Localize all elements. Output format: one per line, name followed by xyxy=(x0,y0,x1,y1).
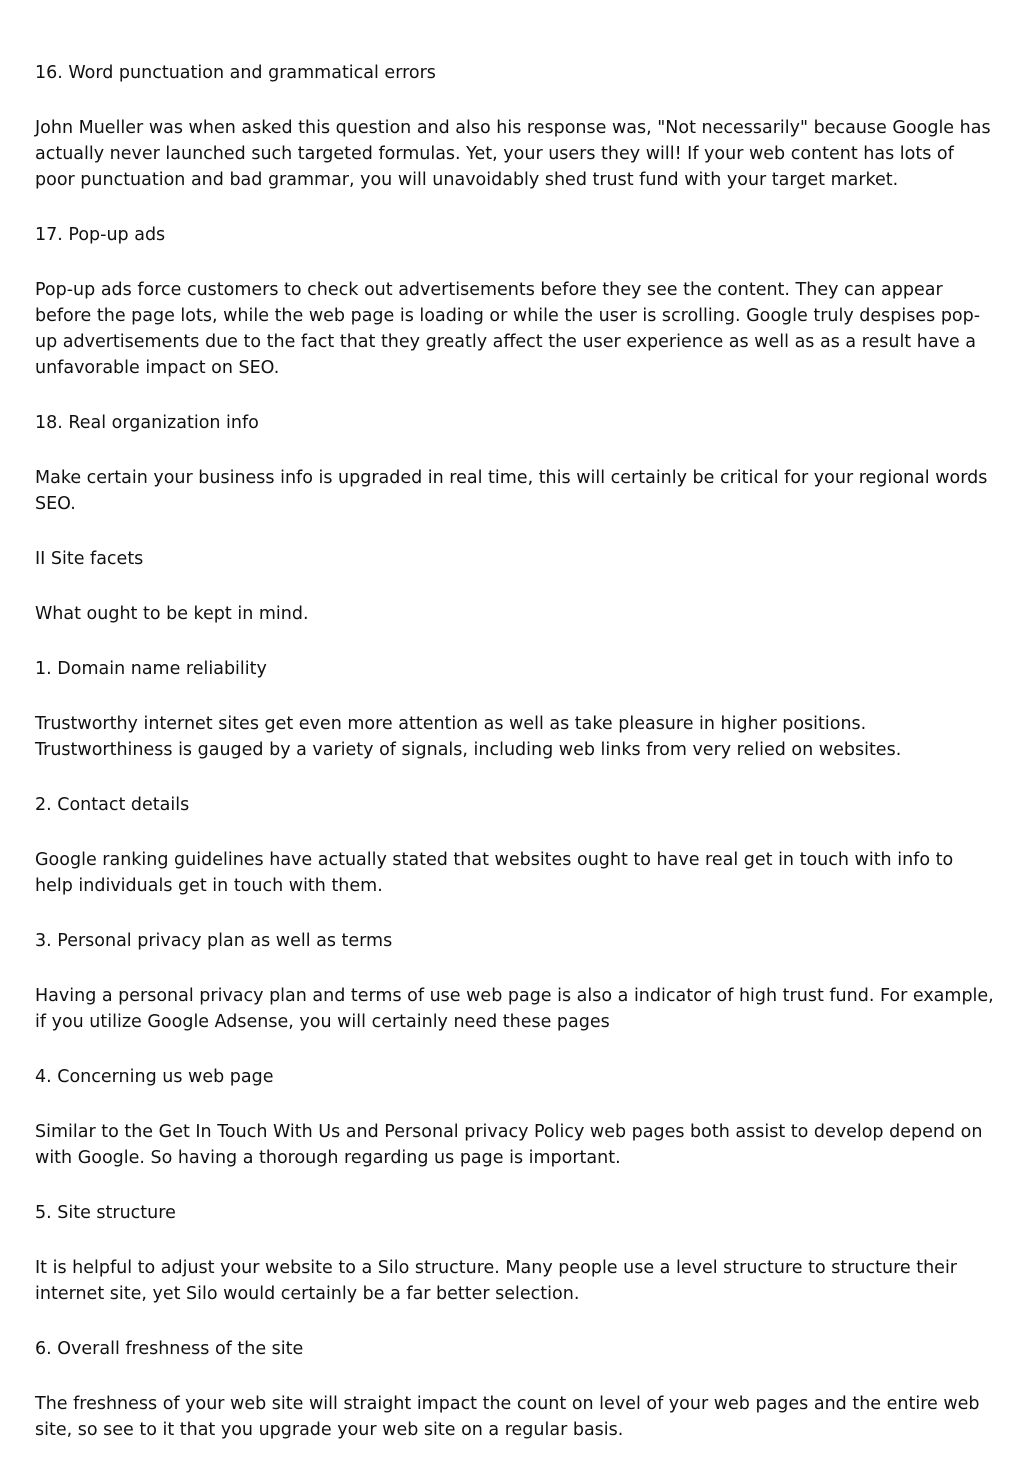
paragraph: Similar to the Get In Touch With Us and Personal privacy Policy web pages both assist to develop depend on with Google. So having a thorough regarding us page is important. xyxy=(35,1122,983,1168)
paragraph: Pop-up ads force customers to check out advertisements before they see the content. They can appear before the page lots, while the web page is loading or while the user is scrolling. Google truly despises pop-up advertisements due to the fact that they greatly affect the user experience as well as as a result have a unfavorable impact on SEO. xyxy=(35,280,981,378)
paragraph: What ought to be kept in mind. xyxy=(35,604,309,624)
section-heading: 1. Domain name reliability xyxy=(35,659,267,679)
paragraph: Having a personal privacy plan and terms of use web page is also a indicator of high trust fund. For example, if you utilize Google Adsense, you will certainly need these pages xyxy=(35,986,994,1032)
paragraph: The freshness of your web site will straight impact the count on level of your web pages and the entire web site, so see to it that you upgrade your web site on a regular basis. xyxy=(35,1394,980,1440)
paragraph: Trustworthy internet sites get even more attention as well as take pleasure in higher positions. Trustworthiness is gauged by a variety of signals, including web links from very relied on websites. xyxy=(35,714,902,760)
document-body xyxy=(35,60,995,1472)
section-heading: II Site facets xyxy=(35,549,144,569)
section-heading: 3. Personal privacy plan as well as terms xyxy=(35,931,393,951)
section-heading: 16. Word punctuation and grammatical errors xyxy=(35,63,436,83)
section-heading: 6. Overall freshness of the site xyxy=(35,1339,304,1359)
section-heading: 18. Real organization info xyxy=(35,413,259,433)
section-heading: 5. Site structure xyxy=(35,1203,176,1223)
paragraph: Google ranking guidelines have actually stated that websites ought to have real get in touch with info to help individuals get in touch with them. xyxy=(35,850,954,896)
paragraph: John Mueller was when asked this question and also his response was, "Not necessarily" because Google has actually never launched such targeted formulas. Yet, your users they will! If your web content has lots of poor punctuation and bad grammar, you will unavoidably shed trust fund with your target market. xyxy=(35,118,991,190)
section-heading: 4. Concerning us web page xyxy=(35,1067,274,1087)
section-heading: 2. Contact details xyxy=(35,795,190,815)
paragraph: Make certain your business info is upgraded in real time, this will certainly be critical for your regional words SEO. xyxy=(35,468,988,514)
paragraph: It is helpful to adjust your website to a Silo structure. Many people use a level structure to structure their internet site, yet Silo would certainly be a far better selection. xyxy=(35,1258,958,1304)
section-heading: 17. Pop-up ads xyxy=(35,225,166,245)
